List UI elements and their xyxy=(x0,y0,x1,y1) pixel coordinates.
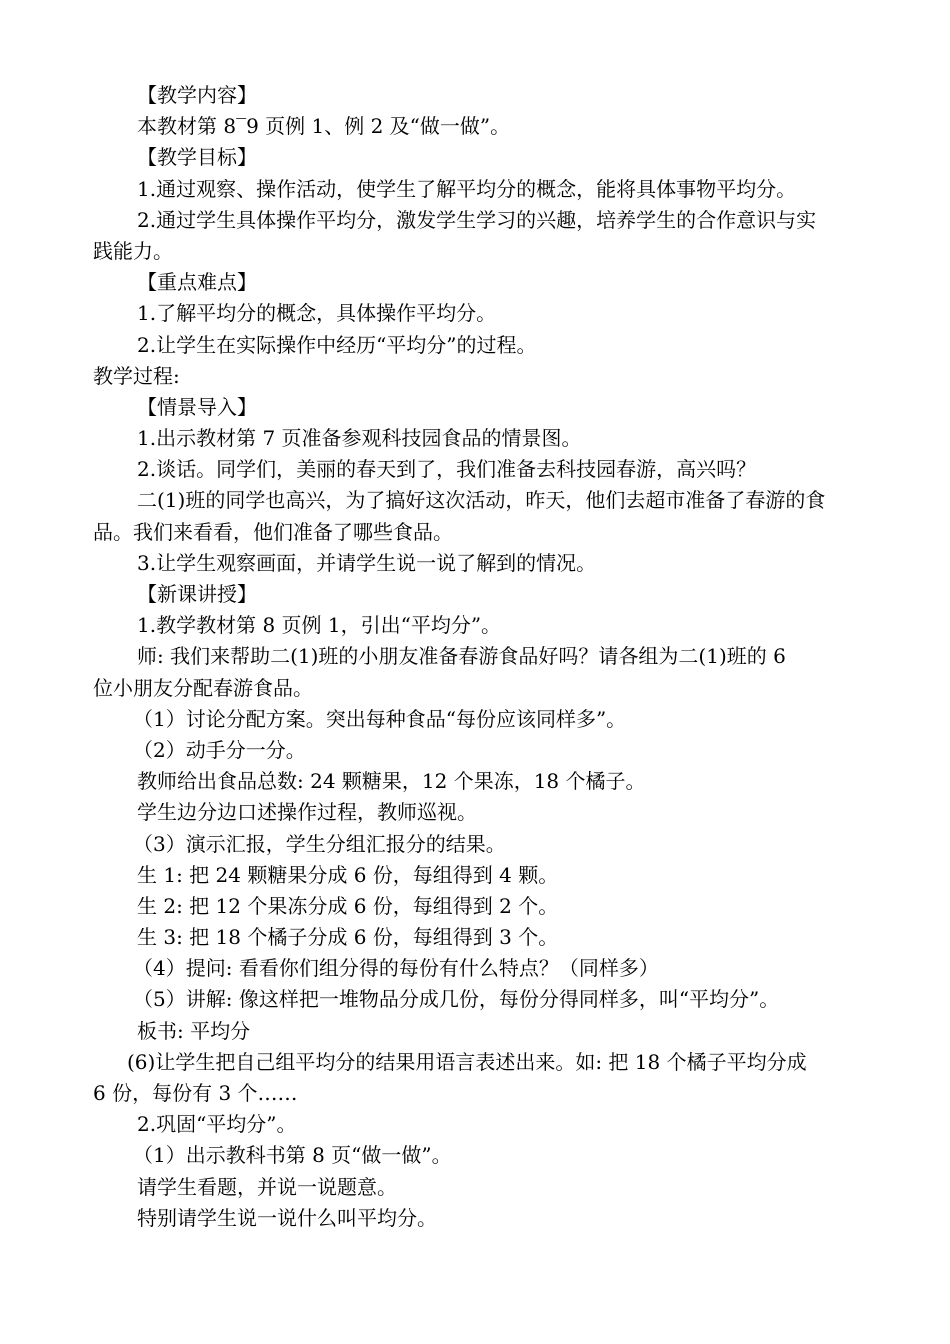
text-line: （1）出示教科书第 8 页“做一做”。 xyxy=(133,1143,452,1168)
text-line: 1.了解平均分的概念，具体操作平均分。 xyxy=(137,301,497,326)
text-line: 践能力。 xyxy=(93,238,173,263)
text-line: 二(1)班的同学也高兴，为了搞好这次活动，昨天，他们去超市准备了春游的食 xyxy=(137,488,826,513)
text-line: 位小朋友分配春游食品。 xyxy=(93,675,313,700)
text-line: 本教材第 8‾9 页例 1、例 2 及“做一做”。 xyxy=(137,114,511,139)
text-line: 1.出示教材第 7 页准备参观科技园食品的情景图。 xyxy=(137,426,582,451)
section-heading-scenario-intro: 【情景导入】 xyxy=(137,394,257,419)
text-line: 请学生看题，并说一说题意。 xyxy=(137,1174,397,1199)
text-line: 2.让学生在实际操作中经历“平均分”的过程。 xyxy=(137,332,537,357)
text-line: （5）讲解: 像这样把一堆物品分成几份，每份分得同样多，叫“平均分”。 xyxy=(133,987,780,1012)
process-heading: 教学过程: xyxy=(93,363,180,388)
text-line: 生 3: 把 18 个橘子分成 6 份，每组得到 3 个。 xyxy=(137,925,559,950)
text-line: 生 1: 把 24 颗糖果分成 6 份，每组得到 4 颗。 xyxy=(137,862,559,887)
text-line: （1）讨论分配方案。突出每种食品“每份应该同样多”。 xyxy=(133,706,627,731)
text-line: 6 份，每份有 3 个…… xyxy=(93,1081,298,1105)
text-line: (6)让学生把自己组平均分的结果用语言表述出来。如: 把 18 个橘子平均分成 xyxy=(127,1049,807,1074)
text-line: 师: 我们来帮助二(1)班的小朋友准备春游食品好吗？请各组为二(1)班的 6 xyxy=(137,644,786,669)
text-line: 1.通过观察、操作活动，使学生了解平均分的概念，能将具体事物平均分。 xyxy=(137,176,797,201)
text-line: （3）演示汇报，学生分组汇报分的结果。 xyxy=(133,831,506,856)
text-line: 1.教学教材第 8 页例 1，引出“平均分”。 xyxy=(137,613,502,638)
text-line: （2）动手分一分。 xyxy=(133,737,306,762)
section-heading-key-points: 【重点难点】 xyxy=(137,270,257,295)
section-heading-teaching-content: 【教学内容】 xyxy=(137,83,257,107)
text-line: 2.谈话。同学们，美丽的春天到了，我们准备去科技园春游，高兴吗？ xyxy=(137,457,757,482)
text-line: 3.让学生观察画面，并请学生说一说了解到的情况。 xyxy=(137,550,597,575)
lesson-plan-document xyxy=(93,80,885,1234)
text-line: 教师给出食品总数: 24 颗糖果，12 个果冻，18 个橘子。 xyxy=(137,769,646,794)
section-heading-teaching-goals: 【教学目标】 xyxy=(137,145,257,170)
text-line: 品。我们来看看，他们准备了哪些食品。 xyxy=(93,519,453,544)
text-line: 2.通过学生具体操作平均分，激发学生学习的兴趣，培养学生的合作意识与实 xyxy=(137,207,817,232)
text-line: 生 2: 把 12 个果冻分成 6 份，每组得到 2 个。 xyxy=(137,893,559,918)
section-heading-new-lesson: 【新课讲授】 xyxy=(137,582,257,606)
text-line: （4）提问: 看看你们组分得的每份有什么特点？（同样多） xyxy=(133,956,659,981)
text-line: 特别请学生说一说什么叫平均分。 xyxy=(137,1205,437,1230)
text-line: 学生边分边口述操作过程，教师巡视。 xyxy=(137,800,477,825)
text-line: 板书: 平均分 xyxy=(137,1018,251,1043)
text-line: 2.巩固“平均分”。 xyxy=(137,1112,297,1137)
